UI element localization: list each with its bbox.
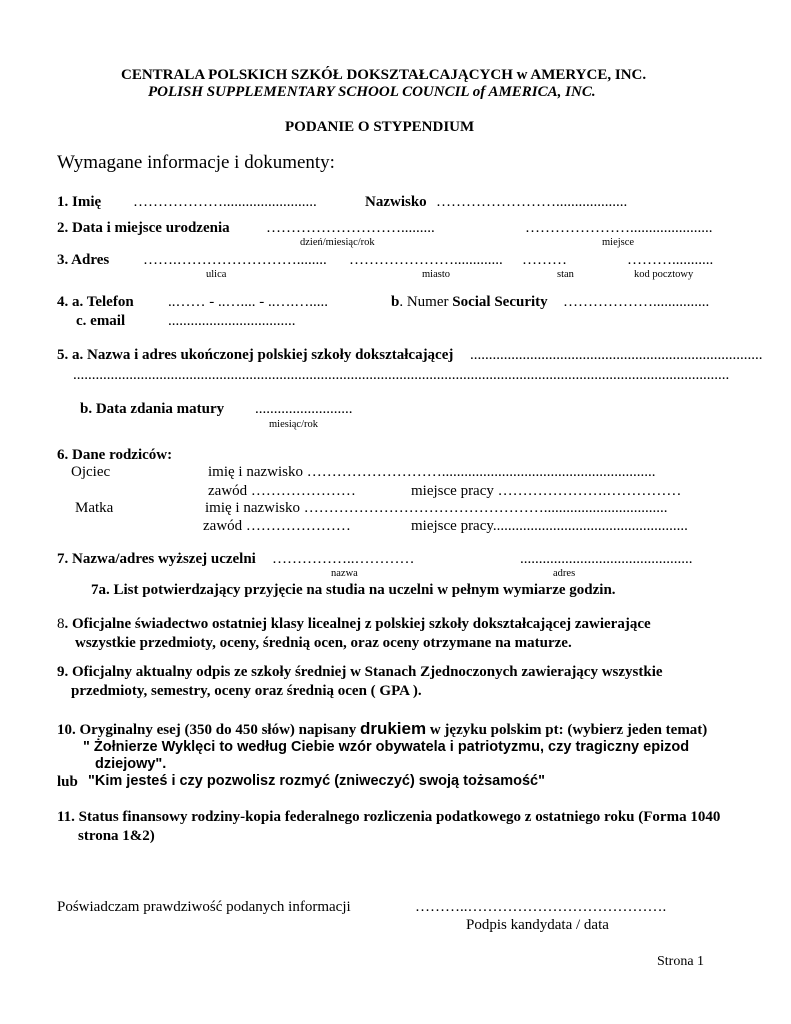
last-name-label: Nazwisko (365, 194, 427, 210)
university-address-field[interactable]: .............................................. (520, 551, 693, 567)
birth-place-caption: miejsce (602, 237, 635, 248)
last-name-field[interactable]: ……………………................... (436, 194, 628, 210)
city-caption: miasto (422, 269, 450, 280)
essay-topic-1-line2: dziejowy". (95, 756, 167, 772)
birth-place-field[interactable]: …………………...................... (525, 220, 713, 236)
signature-field[interactable]: ………..…………………………………. (415, 899, 667, 915)
email-field[interactable]: .................................. (168, 313, 296, 329)
state-caption: stan (557, 269, 574, 280)
university-name-caption: nazwa (331, 568, 358, 579)
birth-label: 2. Data i miejsce urodzenia (57, 220, 230, 236)
item-11-line2: strona 1&2) (78, 828, 155, 844)
matura-field[interactable]: .......................... (255, 401, 353, 417)
note-7a: 7a. List potwierdzający przyjęcie na studia na uczelni w pełnym wymiarze godzin. (91, 582, 616, 598)
item-10-emph: drukiem (359, 719, 427, 738)
father-workplace-field[interactable]: miejsce pracy ………………….…………… (411, 483, 682, 499)
mother-name-field[interactable]: imię i nazwisko …………………………………………................................. (205, 500, 668, 516)
matura-caption: miesiąc/rok (269, 419, 318, 430)
birth-date-caption: dzień/miesiąc/rok (300, 237, 375, 248)
mother-job-field[interactable]: zawód ………………… (203, 518, 351, 534)
first-name-field[interactable]: ………………......................... (133, 194, 317, 210)
certify-text: Poświadczam prawdziwość podanych informacji (57, 899, 351, 915)
mother-workplace-field[interactable]: miejsce pracy.................................................... (411, 518, 688, 534)
item-9-line1: 9. Oficjalny aktualny odpis ze szkoły średniej w Stanach Zjednoczonych zawierający wszystkie (57, 664, 663, 680)
page-number: Strona 1 (657, 954, 705, 969)
ssn-letter: b (391, 294, 400, 310)
father-label: Ojciec (71, 464, 111, 480)
item-10-line (57, 720, 707, 738)
matura-label: b. Data zdania matury (80, 401, 225, 417)
zip-caption: kod pocztowy (634, 269, 694, 280)
school-label: 5. a. Nazwa i adres ukończonej polskiej szkoły dokształcającej (57, 347, 454, 363)
street-field[interactable]: …….……………………........ (143, 252, 327, 268)
ssn-label (391, 295, 548, 310)
mother-label: Matka (75, 500, 114, 516)
phone-label: 4. a. Telefon (57, 294, 134, 310)
item-10-pre: 10. Oryginalny esej (350 do 450 słów) napisany (57, 722, 357, 738)
phone-field[interactable]: ..…… - ..….... - ..….…..... (168, 294, 328, 310)
ssn-label-text: . Numer (399, 294, 449, 310)
parents-label: 6. Dane rodziców: (57, 447, 173, 463)
form-title: PODANIE O STYPENDIUM (285, 119, 475, 135)
ssn-label-bold: Social Security (452, 294, 548, 310)
first-name-label: 1. Imię (57, 194, 102, 210)
zip-field[interactable]: ………........... (627, 252, 714, 268)
section-title: Wymagane informacje i dokumenty: (57, 152, 335, 173)
city-field[interactable]: …………………............. (349, 252, 503, 268)
org-name-pl: CENTRALA POLSKICH SZKÓŁ DOKSZTAŁCAJĄCYCH w AMERYCE, INC. (121, 67, 647, 83)
item-8-line2: wszystkie przedmioty, oceny, średnią ocen, oraz oceny otrzymane na maturze. (75, 635, 572, 651)
essay-topic-1-line1: " Żołnierze Wyklęci to według Ciebie wzór obywatela i patriotyzmu, czy tragiczny epizod (83, 739, 690, 755)
item-8-text: . Oficjalne świadectwo ostatniej klasy licealnej z polskiej szkoły dokształcającej zawierające (64, 616, 651, 632)
university-name-field[interactable]: ……………..………… (272, 551, 415, 567)
university-address-caption: adres (553, 568, 576, 579)
item-10-post: w języku polskim pt: (wybierz jeden temat) (429, 722, 708, 738)
essay-or-label: lub (57, 774, 78, 790)
item-11-line1: 11. Status finansowy rodziny-kopia federalnego rozliczenia podatkowego z ostatniego roku (Forma 1040 (57, 809, 721, 825)
item-9-line2: przedmioty, semestry, oceny oraz średnią ocen ( GPA ). (71, 683, 422, 699)
university-label: 7. Nazwa/adres wyższej uczelni (57, 551, 256, 567)
birth-date-field[interactable]: ………………………......... (266, 220, 435, 236)
item-8-line1 (57, 617, 651, 632)
essay-topic-2: "Kim jesteś i czy pozwolisz rozmyć (zniweczyć) swoją tożsamość" (88, 773, 545, 789)
school-field-2[interactable]: ............................................................................................................................................................................... (73, 367, 730, 383)
father-name-field[interactable]: imię i nazwisko ………………………......................................................... (208, 464, 656, 480)
school-field-1[interactable]: .............................................................................. (470, 347, 763, 363)
father-job-field[interactable]: zawód ………………… (208, 483, 356, 499)
item-8-number: 8 (57, 616, 65, 632)
state-field[interactable]: ……… (522, 252, 567, 268)
street-caption: ulica (206, 269, 227, 280)
signature-caption: Podpis kandydata / data (466, 917, 609, 933)
address-label: 3. Adres (57, 252, 110, 268)
org-name-en: POLISH SUPPLEMENTARY SCHOOL COUNCIL of AMERICA, INC. (148, 84, 596, 100)
ssn-field[interactable]: ………………............... (563, 294, 710, 310)
email-label: c. email (76, 313, 126, 329)
